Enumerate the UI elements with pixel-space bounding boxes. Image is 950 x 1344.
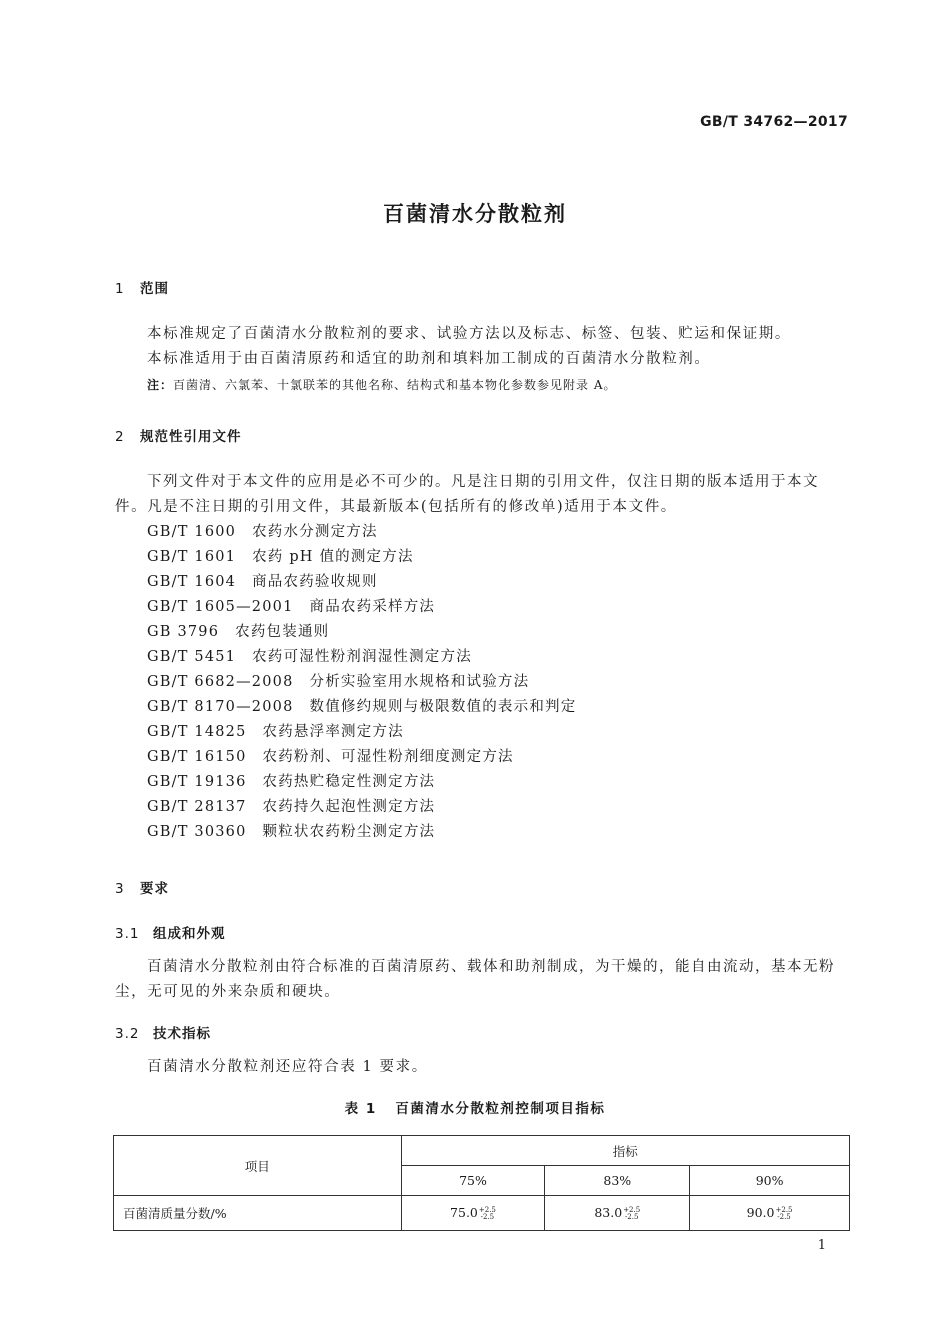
scope-paragraph-2: 本标准适用于由百菌清原药和适宜的助剂和填料加工制成的百菌清水分散粒剂。 [147, 351, 711, 367]
section-3-2-heading [115, 1022, 211, 1042]
section-number: 2 [115, 429, 125, 445]
row-item: 百菌清质量分数/% [114, 1196, 402, 1231]
reference-code: GB/T 16150 [147, 749, 247, 765]
reference-name: 分析实验室用水规格和试验方法 [309, 674, 530, 690]
table-row [114, 1196, 850, 1231]
section-title: 规范性引用文件 [140, 429, 242, 445]
reference-item [147, 545, 414, 570]
header-grade: 75% [401, 1166, 545, 1196]
index-table [113, 1135, 850, 1231]
reference-item [147, 645, 472, 670]
header-grade: 83% [545, 1166, 690, 1196]
reference-name: 农药可湿性粉剂润湿性测定方法 [252, 649, 472, 665]
reference-code: GB/T 30360 [147, 824, 247, 840]
reference-item [147, 595, 435, 620]
reference-item [147, 520, 378, 545]
reference-item [147, 720, 404, 745]
section-number: 3.2 [115, 1026, 140, 1042]
section-2-heading [115, 425, 242, 445]
reference-item [147, 695, 576, 720]
document-title: 百菌清水分散粒剂 [383, 202, 567, 226]
tolerance-minus: -2.5 [777, 1212, 791, 1221]
technical-index-text: 百菌清水分散粒剂还应符合表 1 要求。 [147, 1059, 428, 1075]
value-cell [401, 1196, 545, 1231]
reference-name: 农药热贮稳定性测定方法 [262, 774, 436, 790]
reference-code: GB/T 1600 [147, 524, 237, 540]
note-label: 注： [147, 378, 174, 392]
tolerance-minus: -2.5 [624, 1212, 639, 1221]
tolerance-plus: +2.5 [478, 1205, 496, 1214]
tolerance-minus: -2.5 [480, 1212, 495, 1221]
reference-name: 农药水分测定方法 [252, 524, 378, 540]
reference-name: 数值修约规则与极限数值的表示和判定 [309, 699, 577, 715]
reference-name: 商品农药采样方法 [309, 599, 436, 615]
tolerance-plus: +2.5 [623, 1205, 641, 1214]
section-number: 3 [115, 881, 125, 897]
reference-item [147, 670, 529, 695]
reference-code: GB/T 6682—2008 [147, 674, 294, 690]
note-text: 百菌清、六氯苯、十氯联苯的其他名称、结构式和基本物化参数参见附录 A。 [173, 378, 617, 392]
reference-name: 颗粒状农药粉尘测定方法 [262, 824, 436, 840]
reference-item [147, 620, 329, 645]
reference-name: 农药持久起泡性测定方法 [262, 799, 436, 815]
header-item: 项目 [114, 1136, 402, 1196]
reference-code: GB/T 1604 [147, 574, 237, 590]
table-number: 表 1 [344, 1101, 377, 1117]
references-intro-line-1: 下列文件对于本文件的应用是必不可少的。凡是注日期的引用文件，仅注日期的版本适用于本文 [147, 474, 819, 490]
reference-item [147, 820, 435, 845]
section-title: 要求 [140, 881, 169, 897]
reference-name: 农药包装通则 [235, 624, 330, 640]
reference-code: GB/T 19136 [147, 774, 247, 790]
scope-paragraph-1: 本标准规定了百菌清水分散粒剂的要求、试验方法以及标志、标签、包装、贮运和保证期。 [147, 326, 791, 342]
reference-code: GB 3796 [147, 624, 220, 640]
reference-item [147, 745, 514, 770]
section-1-heading [115, 277, 169, 297]
value-cell [690, 1196, 850, 1231]
section-3-heading [115, 877, 169, 897]
value-base: 90.0 [746, 1205, 775, 1221]
reference-code: GB/T 8170—2008 [147, 699, 294, 715]
value-base: 75.0 [450, 1205, 478, 1221]
scope-note [147, 376, 617, 393]
section-number: 3.1 [115, 926, 140, 942]
section-number: 1 [115, 281, 125, 297]
page-number: 1 [817, 1238, 826, 1253]
reference-item [147, 770, 435, 795]
reference-code: GB/T 1605—2001 [147, 599, 294, 615]
reference-name: 农药粉剂、可湿性粉剂细度测定方法 [262, 749, 514, 765]
reference-code: GB/T 14825 [147, 724, 247, 740]
header-grade: 90% [690, 1166, 850, 1196]
composition-line-2: 尘，无可见的外来杂质和硬块。 [115, 984, 341, 1000]
reference-code: GB/T 5451 [147, 649, 237, 665]
section-3-1-heading [115, 922, 226, 942]
header-index: 指标 [401, 1136, 849, 1166]
tolerance-plus: +2.5 [775, 1205, 793, 1214]
reference-item [147, 795, 435, 820]
reference-name: 农药 pH 值的测定方法 [252, 549, 414, 565]
reference-code: GB/T 1601 [147, 549, 237, 565]
references-intro-line-2: 件。凡是不注日期的引用文件，其最新版本(包括所有的修改单)适用于本文件。 [115, 499, 677, 515]
reference-name: 农药悬浮率测定方法 [262, 724, 404, 740]
reference-name: 商品农药验收规则 [252, 574, 378, 590]
section-title: 范围 [140, 281, 169, 297]
standard-code: GB/T 34762—2017 [700, 114, 848, 130]
section-title: 技术指标 [153, 1026, 211, 1042]
value-cell [545, 1196, 690, 1231]
table-title: 百菌清水分散粒剂控制项目指标 [395, 1101, 606, 1117]
reference-item [147, 570, 378, 595]
reference-code: GB/T 28137 [147, 799, 247, 815]
composition-line-1: 百菌清水分散粒剂由符合标准的百菌清原药、载体和助剂制成，为干燥的，能自由流动，基本无粉 [147, 959, 835, 975]
section-title: 组成和外观 [153, 926, 226, 942]
table-caption [0, 1097, 950, 1117]
value-base: 83.0 [594, 1205, 623, 1221]
